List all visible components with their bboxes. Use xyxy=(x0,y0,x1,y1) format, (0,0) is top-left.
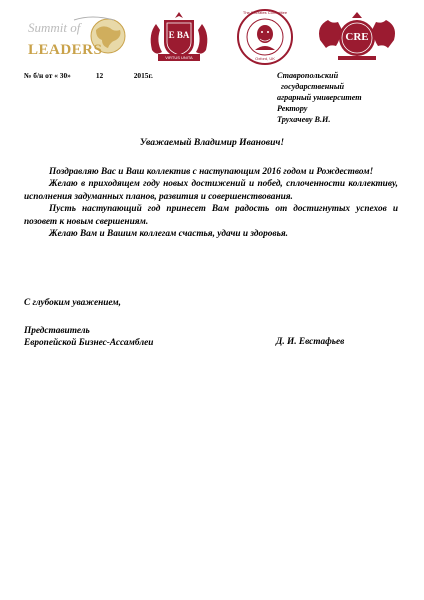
salutation: Уважаемый Владимир Иванович! xyxy=(139,137,285,148)
cre-logo xyxy=(314,10,400,64)
reference-year: 2015г. xyxy=(133,71,153,80)
recipient-line: Трухачеву В.И. xyxy=(277,115,331,124)
signatory-name: Д. И. Евстафьев xyxy=(276,337,345,347)
body-paragraph: Пусть наступающий год принесет Вам радость от достигнутых успехов и позовет к новым свершениям. xyxy=(24,204,398,227)
body-paragraph: Поздравляю Вас и Ваш коллектив с наступающим 2016 годом и Рождеством! xyxy=(49,167,374,177)
signatory-role xyxy=(24,325,153,350)
recipient-block xyxy=(277,70,417,125)
recipient-line: Ставропольский xyxy=(277,71,339,80)
summit-logo-line1: Summit of xyxy=(28,20,81,35)
summit-of-leaders-logo xyxy=(14,12,132,64)
signatory-role-line1: Представитель xyxy=(24,326,90,336)
closing-phrase: С глубоким уважением, xyxy=(24,298,121,308)
signatory-role-line2: Европейской Бизнес-Ассамблеи xyxy=(24,338,154,349)
socrates-ring-text: The Socrates Committee xyxy=(242,10,288,15)
reference-month: 12 xyxy=(95,71,104,80)
logo-row xyxy=(0,6,424,64)
recipient-line: Ректору xyxy=(277,104,308,113)
reference-number: № б/н от « 30» xyxy=(24,71,71,80)
eba-crest-letters: E BA xyxy=(168,30,190,40)
recipient-line: аграрный университет xyxy=(277,93,362,102)
body-paragraph: Желаю Вам и Вашим коллегам счастья, удачи и здоровья. xyxy=(49,229,288,240)
eba-crest-ribbon: VIRTUS UNITA xyxy=(165,55,193,60)
letter-body xyxy=(24,166,398,240)
recipient-line: государственный xyxy=(281,82,345,91)
summit-logo-line2: LEADERS xyxy=(28,42,103,58)
body-paragraph: Желаю в приходящем году новых достижений и побед, сплоченности коллективу, исполнения задуманных планов, развития и совершенствования. xyxy=(24,179,398,202)
document-reference xyxy=(24,71,153,80)
eba-crest-logo xyxy=(146,10,212,64)
socrates-committee-logo xyxy=(233,8,297,66)
cre-letters: CRE xyxy=(345,31,369,43)
socrates-sub-text: Oxford, UK xyxy=(255,56,275,61)
